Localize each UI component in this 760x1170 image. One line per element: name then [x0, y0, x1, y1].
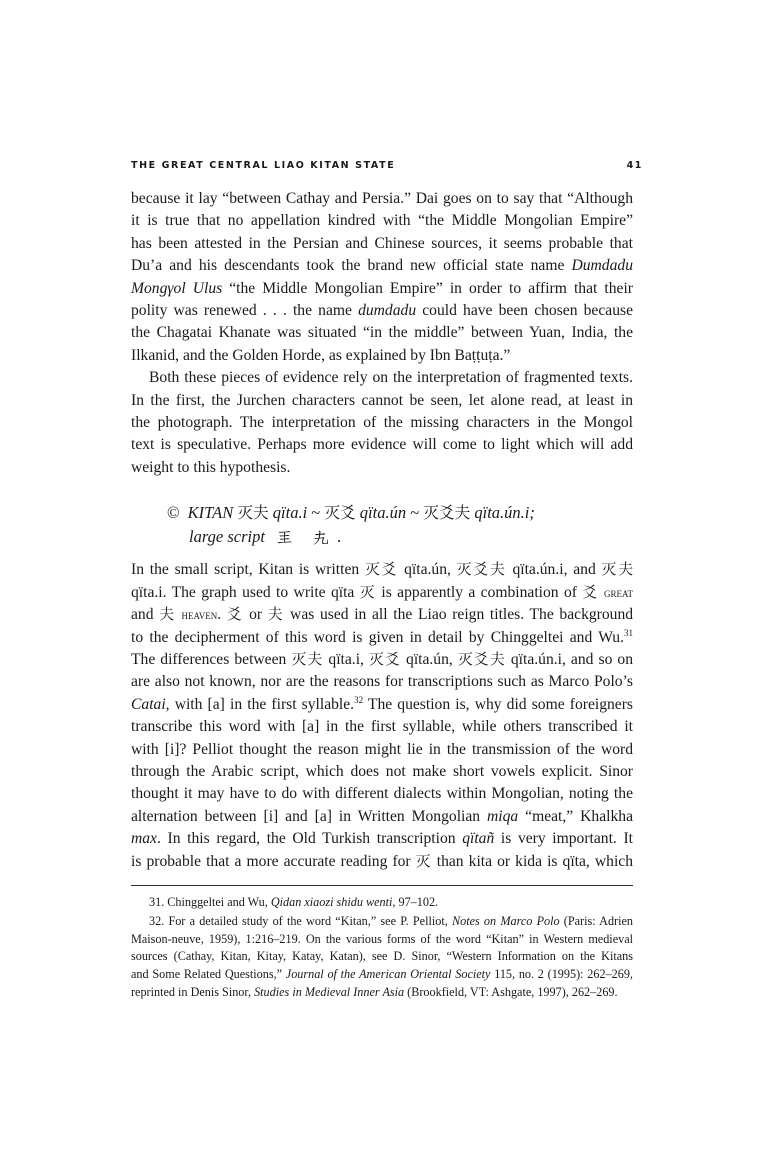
text-line: transcribe this word with [a] in the first syllable, while others transcribed it: [131, 718, 633, 736]
paragraph-3: [131, 559, 633, 873]
text-line: it is true that no appellation kindred with “the Middle Mongolian Empire”: [131, 212, 633, 230]
text-line: Both these pieces of evidence rely on the interpretation of fragmented texts.: [149, 369, 633, 387]
heading-line-2: large script 𘬮 𘭱.: [189, 527, 342, 547]
text-line: has been attested in the Persian and Chinese sources, it seems probable that: [131, 234, 633, 252]
footnote-ref-32: 32: [354, 694, 364, 705]
text-line: through the Arabic script, which does not make short vowels explicit. Sinor: [131, 762, 633, 780]
text-line: max. In this regard, the Old Turkish transcription qïtañ is very important. It: [131, 830, 633, 848]
text-line: are also not known, nor are the reasons for transcriptions such as Marco Polo’s: [131, 673, 633, 691]
running-head-title: THE GREAT CENTRAL LIAO KITAN STATE: [131, 160, 396, 171]
text-line: thought it may have to do with different dialects within Mongolian, noting the: [131, 785, 633, 803]
text-line: the photograph. The interpretation of the missing characters in the Mongol: [131, 414, 633, 432]
text-line: alternation between [i] and [a] in Written Mongolian miqa “meat,” Khalkha: [131, 807, 633, 825]
footnote-rule: [131, 885, 633, 886]
text-line: weight to this hypothesis.: [131, 458, 291, 476]
paragraph-2: [131, 367, 633, 479]
text-line: and 夫 heaven. 爻 or 夫 was used in all the Liao reign titles. The background: [131, 606, 634, 624]
text-line: the Chagatai Khanate was situated “in the middle” between Yuan, India, the: [131, 324, 633, 342]
paragraph-1: [131, 188, 633, 367]
heading-line-1: © KITAN 灭夫 qïta.i ~ 灭爻 qïta.ún ~ 灭爻夫 qïta.ún.i;: [167, 503, 535, 523]
text-line: polity was renewed . . . the name dumdadu could have been chosen because: [131, 302, 633, 320]
text-line: is probable that a more accurate reading for 灭 than kita or kida is qïta, which: [131, 852, 634, 870]
circled-c-mark: ©: [167, 503, 180, 523]
text-line: In the first, the Jurchen characters cannot be seen, let alone read, at least in: [131, 391, 633, 409]
text-line: The differences between 灭夫 qïta.i, 灭爻 qïta.ún, 灭爻夫 qïta.ún.i, and so on: [131, 650, 634, 668]
footnotes: [131, 885, 633, 1003]
section-heading: [167, 501, 633, 549]
text-line: Ilkanid, and the Golden Horde, as explained by Ibn Baṭṭuṭa.”: [131, 346, 511, 364]
text-line: because it lay “between Cathay and Persia.” Dai goes on to say that “Although: [131, 190, 633, 207]
text-line: qïta.i. The graph used to write qïta 灭 is apparently a combination of 爻 great: [131, 583, 634, 601]
footnote-ref-31: 31: [624, 627, 633, 638]
footnote-32: 32. For a detailed study of the word “Kitan,” see P. Pelliot, Notes on Marco Polo (Paris: Adrien Maison-neuve, 1959), 1:216–219. On the various forms of the word “Kitan” in Western medieval sources (Cathay, Kitan, Kitay, Katay, Katan), see D. Sinor, “Western Information on the Kitans and Some Related Questions,” Journal of the American Oriental Society 115, no. 2 (1995): 262–269, reprinted in Denis Sinor, Studies in Medieval Inner Asia (Brookfield, VT: Ashgate, 1997), 262–269.: [131, 913, 633, 999]
text-line: In the small script, Kitan is written 灭爻 qïta.ún, 灭爻夫 qïta.ún.i, and 灭夫: [131, 561, 634, 579]
text-line: text is speculative. Perhaps more evidence will come to light which will add: [131, 436, 633, 454]
text-line: Du’a and his descendants took the brand new official state name Dumdadu: [131, 257, 633, 275]
running-head: [131, 160, 643, 171]
text-line: to the decipherment of this word is given in detail by Chinggeltei and Wu.$^{31}$: [131, 627, 633, 646]
page-body: [131, 160, 643, 873]
footnote-31: 31. Chinggeltei and Wu, Qidan xiaozi shidu wenti, 97–102.: [149, 895, 439, 909]
text-line: Mongγol Ulus “the Middle Mongolian Empire” in order to affirm that their: [131, 279, 633, 297]
text-line: with [i]? Pelliot thought the reason might lie in the transmission of the word: [131, 740, 633, 758]
text-line: Catai, with [a] in the first syllable.$^{32}$ The question is, why did some foreigners: [131, 694, 633, 713]
page-number: 41: [626, 160, 643, 171]
